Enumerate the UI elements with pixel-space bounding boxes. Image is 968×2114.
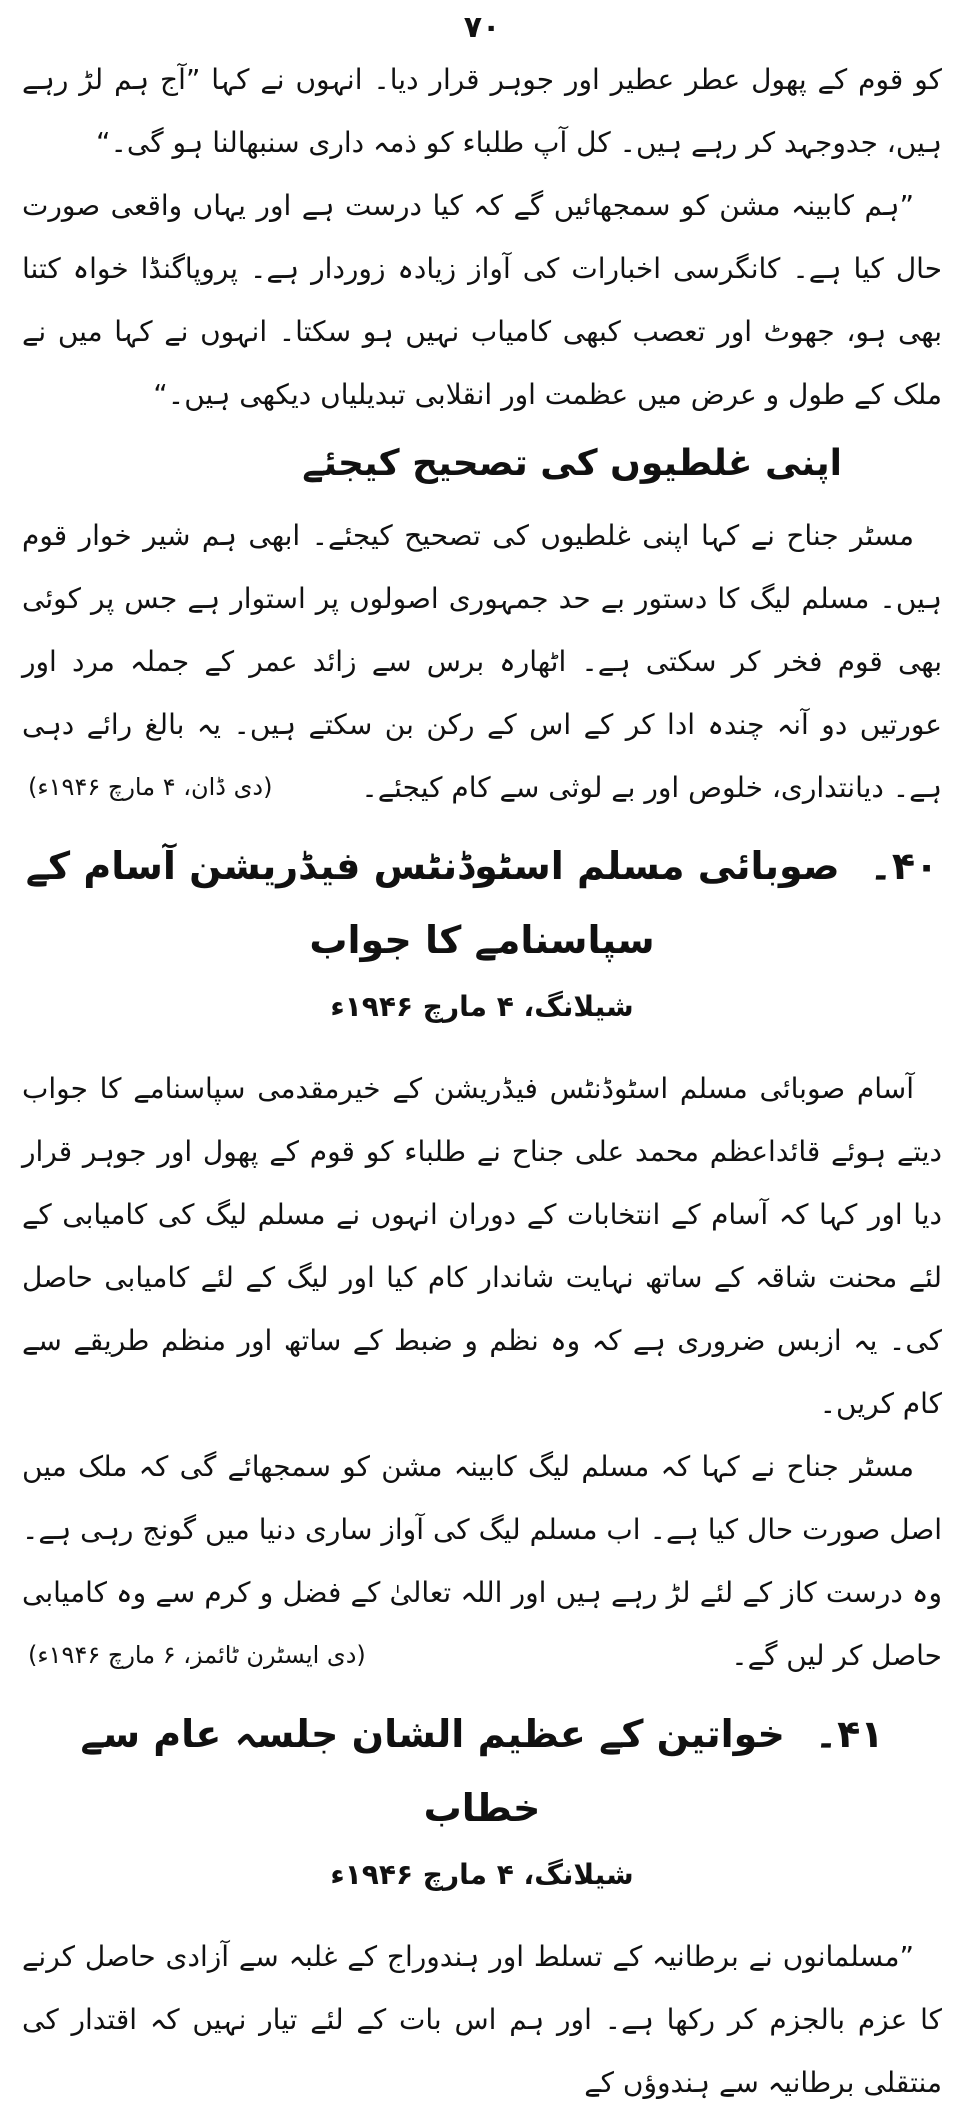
section-40-number: ۴۰۔	[869, 844, 939, 888]
section-41-heading	[22, 1697, 942, 1845]
source-citation-eastern-times: (دی ایسٹرن ٹائمز، ۶ مارچ ۱۹۴۶ء)	[28, 1641, 366, 1669]
paragraph-league-constitution-text: مسٹر جناح نے کہا اپنی غلطیوں کی تصحیح کیجئے۔ ابھی ہم شیر خوار قوم ہیں۔ مسلم لیگ کا دستور بے حد جمہوری اصولوں پر استوار ہے جس پر کوئی بھی قوم فخر کر سکتی ہے۔ اٹھارہ برس سے زائد عمر کے جملہ مرد اور عورتیں دو آنہ چندہ ادا کر کے اس کے رکن بن سکتے ہیں۔ یہ بالغ رائے دہی ہے۔ دیانتداری، خلوص اور بے لوثی سے کام کیجئے۔	[22, 519, 942, 804]
section-41-dateline: شیلانگ، ۴ مارچ ۱۹۴۶ء	[330, 1858, 634, 1891]
paragraph-quote-continuation: کو قوم کے پھول عطر عطیر اور جوہر قرار دیا۔ انہوں نے کہا ”آج ہم لڑ رہے ہیں، جدوجہد کر رہے ہیں۔ کل آپ طلباء کو ذمہ داری سنبھالنا ہو گی۔“	[22, 63, 942, 159]
paragraph-league-constitution	[22, 504, 942, 819]
section-40-paragraph-1: آسام صوبائی مسلم اسٹوڈنٹس فیڈریشن کے خیرمقدمی سپاسنامے کا جواب دیتے ہوئے قائداعظم محمد علی جناح نے طلباء کو قوم کے پھول اور جوہر قرار دیا اور کہا کہ آسام کے انتخابات کے دوران انہوں نے مسلم لیگ کی کامیابی کے لئے محنت شاقہ کے ساتھ نہایت شاندار کام کیا اور لیگ کے لئے کامیابی حاصل کی۔ یہ ازبس ضروری ہے کہ وہ نظم و ضبط کے ساتھ اور منظم طریقے سے کام کریں۔	[22, 1072, 942, 1420]
section-40-title: صوبائی مسلم اسٹوڈنٹس فیڈریشن آسام کے سپاسنامے کا جواب	[25, 844, 840, 962]
source-citation-dawn: (دی ڈان، ۴ مارچ ۱۹۴۶ء)	[28, 773, 273, 801]
section-40-dateline: شیلانگ، ۴ مارچ ۱۹۴۶ء	[330, 990, 634, 1023]
document-page	[0, 8, 968, 2099]
section-40-paragraph-2-text: مسٹر جناح نے کہا کہ مسلم لیگ کابینہ مشن کو سمجھائے گی کہ ملک میں اصل صورت حال کیا ہے۔ اب مسلم لیگ کی آواز ساری دنیا میں گونج رہی ہے۔ وہ درست کاز کے لئے لڑ رہے ہیں اور اللہ تعالیٰ کے فضل و کرم سے وہ کامیابی حاصل کر لیں گے۔	[22, 1450, 942, 1672]
section-41-paragraph-1: ”مسلمانوں نے برطانیہ کے تسلط اور ہندوراج کے غلبہ سے آزادی حاصل کرنے کا عزم بالجزم کر رکھا ہے۔ اور ہم اس بات کے لئے تیار نہیں کہ اقتدار کی منتقلی برطانیہ سے ہندوؤں کے	[22, 1940, 942, 2099]
subheading-correct-mistakes: اپنی غلطیوں کی تصحیح کیجئے	[302, 443, 842, 484]
page-number: ۷۰	[463, 10, 501, 45]
section-41-number: ۴۱۔	[814, 1712, 884, 1756]
section-41-title: خواتین کے عظیم الشان جلسہ عام سے خطاب	[80, 1712, 785, 1830]
section-40-heading	[22, 829, 942, 977]
section-40-paragraph-2	[22, 1435, 942, 1687]
paragraph-cabinet-mission: ”ہم کابینہ مشن کو سمجھائیں گے کہ کیا درست ہے اور یہاں واقعی صورت حال کیا ہے۔ کانگرسی اخبارات کی آواز زیادہ زوردار ہے۔ پروپاگنڈا خواہ کتنا بھی ہو، جھوٹ اور تعصب کبھی کامیاب نہیں ہو سکتا۔ انہوں نے کہا میں نے ملک کے طول و عرض میں عظمت اور انقلابی تبدیلیاں دیکھی ہیں۔“	[22, 189, 942, 411]
